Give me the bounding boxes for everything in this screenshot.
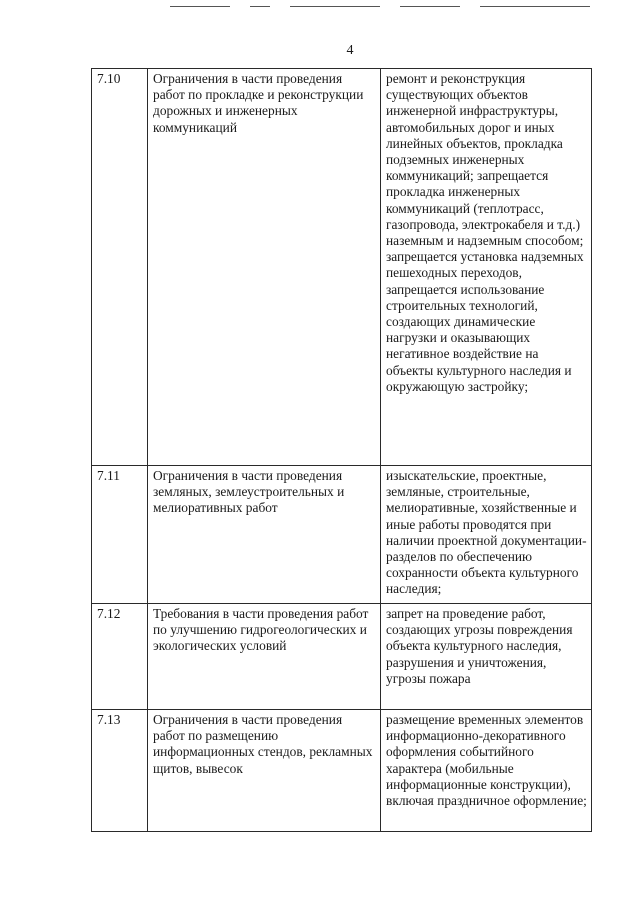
scan-mark xyxy=(170,6,230,7)
row-requirements: размещение временных элементов информационно-декоративного оформления событийного характера (мобильные информационные конструкции), включая праздничное оформление; xyxy=(386,712,587,809)
row-number-cell xyxy=(92,604,148,710)
row-subject-cell xyxy=(148,604,381,710)
row-subject-cell xyxy=(148,69,381,466)
row-requirements: ремонт и реконструкция существующих объектов инженерной инфраструктуры, автомобильных дорог и иных линейных объектов, прокладка подземных инженерных коммуникаций; запрещается прокладка инженерных коммуникаций (теплотрасс, газопровода, электрокабеля и т.д.) наземным и надземным способом; запрещается установка надземных пешеходных переходов, запрещается использование строительных технологий, создающих динамические нагрузки и оказывающих негативное воздействие на объекты культурного наследия и окружающую застройку; xyxy=(386,71,584,394)
row-requirements-cell xyxy=(381,604,592,710)
row-requirements: запрет на проведение работ, создающих угрозы повреждения объекта культурного наследия, разрушения и уничтожения, угрозы пожара xyxy=(386,606,573,686)
row-subject: Требования в части проведения работ по улучшению гидрогеологических и экологических условий xyxy=(153,606,369,654)
row-requirements-cell xyxy=(381,69,592,466)
table-row xyxy=(92,466,592,604)
row-number-cell xyxy=(92,466,148,604)
row-number-cell xyxy=(92,710,148,832)
row-subject: Ограничения в части проведения работ по прокладке и реконструкции дорожных и инженерных коммуникаций xyxy=(153,71,364,135)
row-requirements-cell xyxy=(381,466,592,604)
scan-mark xyxy=(250,6,270,7)
row-requirements-cell xyxy=(381,710,592,832)
row-subject-cell xyxy=(148,466,381,604)
row-number: 7.12 xyxy=(97,606,121,621)
table-row xyxy=(92,69,592,466)
row-number: 7.13 xyxy=(97,712,121,727)
row-subject-cell xyxy=(148,710,381,832)
row-requirements: изыскательские, проектные, земляные, строительные, мелиоративные, хозяйственные и иные работы проводятся при наличии проектной документации- разделов по обеспечению сохранности объекта культурного наследия; xyxy=(386,468,587,597)
scan-mark xyxy=(400,6,460,7)
scan-mark xyxy=(290,6,380,7)
restrictions-table xyxy=(91,68,592,832)
page-number: 4 xyxy=(346,43,354,58)
row-subject: Ограничения в части проведения работ по размещению информационных стендов, рекламных щитов, вывесок xyxy=(153,712,373,776)
row-number-cell xyxy=(92,69,148,466)
row-subject: Ограничения в части проведения земляных, землеустроительных и мелиоративных работ xyxy=(153,468,345,516)
table-row xyxy=(92,604,592,710)
row-number: 7.10 xyxy=(97,71,121,86)
table-row xyxy=(92,710,592,832)
row-number: 7.11 xyxy=(97,468,120,483)
top-scan-marks xyxy=(170,6,590,9)
scan-mark xyxy=(480,6,590,7)
